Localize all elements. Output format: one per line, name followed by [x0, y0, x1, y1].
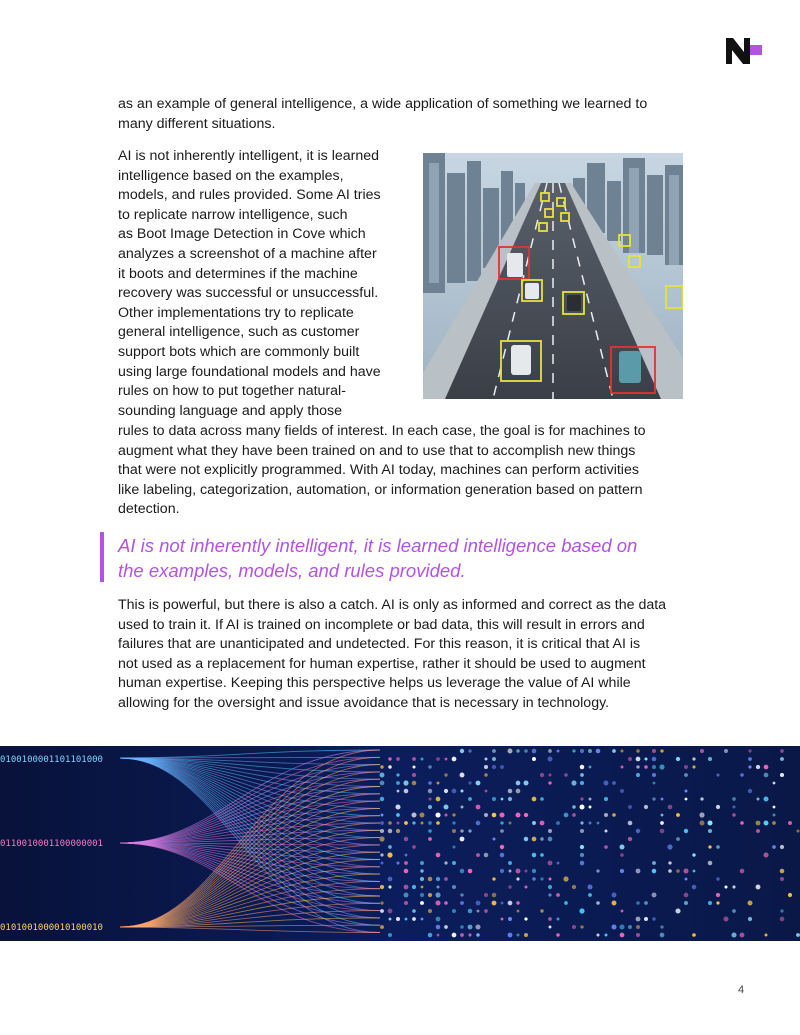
text-line: many different situations.	[118, 115, 276, 132]
text-line: that were not explicitly programmed. With AI today, machines can perform activities	[118, 462, 639, 479]
text-line: recovery was successful or unsuccessful.	[118, 285, 379, 302]
pull-quote-line: the examples, models, and rules provided.	[118, 560, 466, 581]
continued-paragraph	[118, 422, 688, 520]
text-line: it boots and determines if the machine	[118, 265, 358, 282]
text-line: augment what they have been trained on and to use that to accomplish new things	[118, 442, 636, 459]
text-line: models, and rules provided. Some AI tries	[118, 187, 381, 204]
text-line: AI is not inherently intelligent, it is learned	[118, 148, 380, 164]
binary-row-middle: 0110010001100000001	[0, 839, 103, 849]
text-line: using large foundational models and have	[118, 363, 381, 380]
text-line: failures that are unanticipated and undetected. For this reason, it is critical that AI is	[118, 636, 641, 653]
text-line: support bots which are commonly built	[118, 343, 360, 360]
text-line: general intelligence, such as customer	[118, 324, 360, 341]
wrapped-paragraph	[118, 147, 393, 421]
text-line: as Boot Image Detection in Cove which	[118, 226, 366, 243]
page-number: 4	[738, 984, 745, 996]
text-line: as an example of general intelligence, a wide application of something we learned to	[118, 96, 648, 112]
text-line: allowing for the oversight and issue avoidance that is necessary in technology.	[118, 694, 610, 711]
pull-quote-bar	[100, 532, 104, 582]
text-line: detection.	[118, 501, 180, 518]
pull-quote-line: AI is not inherently intelligent, it is learned intelligence based on	[118, 535, 638, 556]
text-line: human expertise. Keeping this perspective helps us leverage the value of AI while	[118, 675, 631, 692]
text-line: to replicate narrow intelligence, such	[118, 206, 348, 223]
text-line: rules to data across many fields of interest. In each case, the goal is for machines to	[118, 423, 646, 439]
binary-row-bottom: 0101001000010100010	[0, 923, 103, 933]
text-line: rules on how to put together natural-	[118, 383, 346, 400]
binary-row-top: 0100100001101101000	[0, 755, 103, 765]
text-line: like labeling, categorization, automation, or information generation based on pattern	[118, 481, 643, 498]
text-line: analyzes a screenshot of a machine after	[118, 245, 377, 262]
intro-paragraph	[118, 95, 688, 134]
pull-quote	[118, 533, 698, 583]
text-line: This is powerful, but there is also a catch. AI is only as informed and correct as the data	[118, 597, 667, 613]
logo-accent-square	[750, 45, 762, 55]
data-stream-banner	[0, 746, 800, 941]
text-line: intelligence based on the examples,	[118, 167, 344, 184]
text-line: used to train it. If AI is trained on incomplete or bad data, this will result in errors and	[118, 616, 645, 633]
text-line: not used as a replacement for human expertise, rather it should be used to augment	[118, 655, 646, 672]
closing-paragraph	[118, 596, 690, 714]
text-line: sounding language and apply those	[118, 402, 343, 419]
text-line: Other implementations try to replicate	[118, 304, 354, 321]
logo-n-mark	[726, 38, 750, 64]
company-logo	[726, 38, 762, 64]
highway-detection-photo	[423, 153, 683, 399]
